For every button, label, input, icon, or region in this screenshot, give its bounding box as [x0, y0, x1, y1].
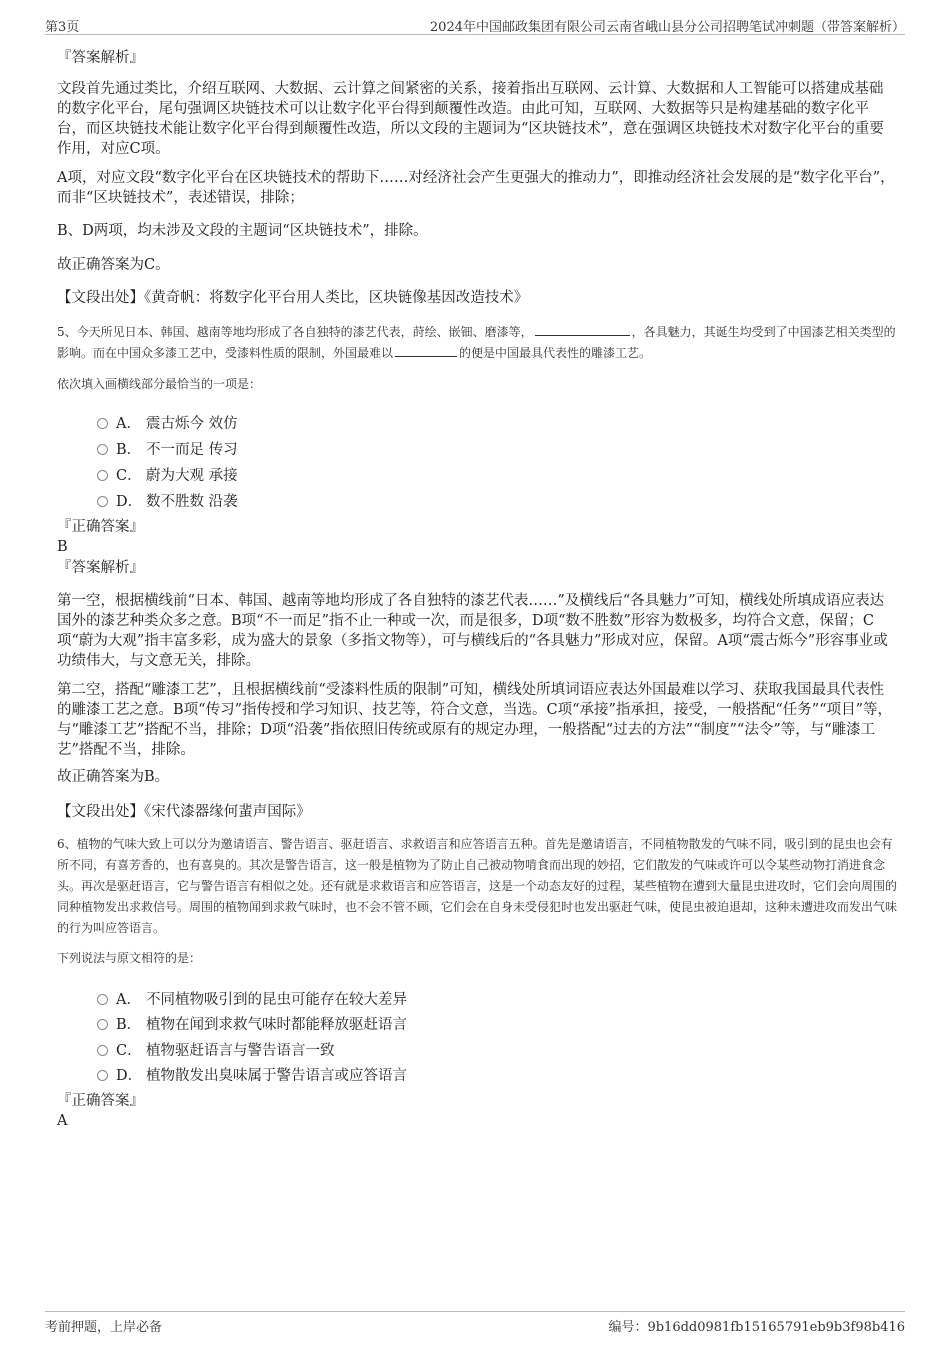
q6-option-b[interactable]: B． 植物在闻到求救气味时都能释放驱赶语言 [97, 1013, 407, 1034]
document-id: 编号：9b16dd0981fb15165791eb9b3f98b416 [608, 1320, 905, 1335]
q4-analysis-paragraph-1: 文段首先通过类比，介绍互联网、大数据、云计算之间紧密的关系，接着指出互联网、云计算、大数据和人工智能可以搭建成基础的数字化平台，尾句强调区块链技术可以让数字化平台得到颠覆性改造。由此可知，互联网、大数据等只是构建基础的数字化平台，而区块链技术能让数字化平台得到颠覆性改造，所以文段的主题词为“区块链技术”，意在强调区块链技术对数字化平台的重要作用，对应C项。 [57, 81, 884, 157]
footer-slogan: 考前押题，上岸必备 [45, 1320, 163, 1335]
radio-icon[interactable] [97, 444, 108, 455]
q4-source: 【文段出处】《黄奇帆：将数字化平台用人类比，区块链像基因改造技术》 [57, 290, 529, 306]
q4-conclusion: 故正确答案为C。 [57, 257, 170, 273]
page-number: 第3页 [45, 20, 80, 35]
radio-icon[interactable] [97, 994, 108, 1005]
radio-icon[interactable] [97, 418, 108, 429]
q5-answer: B [57, 539, 68, 555]
radio-icon[interactable] [97, 1070, 108, 1081]
q5-analysis-label: 『答案解析』 [57, 560, 144, 576]
q6-stem: 6、植物的气味大致上可以分为邀请语言、警告语言、驱赶语言、求救语言和应答语言五种。首先是邀请语言，不同植物散发的气味不同，吸引到的昆虫也会有所不同，有喜芳香的，也有喜臭的。其次是警告语言，这一般是植物为了防止自己被动物啃食而出现的妙招，它们散发的气味或许可以令某些动物打消进食念头。再次是驱赶语言，它与警告语言有相似之处。还有就是求救语言和应答语言，这是一个动态友好的过程，某些植物在遭到大量昆虫进攻时，它们会向周围的同种植物发出求救信号。周围的植物闻到求救气味时，也不会不管不顾，它们会在自身未受侵犯时也发出驱赶气味，使昆虫被迫退却，这种未遭进攻而发出气味的行为叫应答语言。 [57, 837, 898, 935]
q5-analysis-paragraph-2: 第二空，搭配“雕漆工艺”，且根据横线前“受漆料性质的限制”可知，横线处所填词语应表达外国最难以学习、获取我国最具代表性的雕漆工艺之意。B项“传习”指传授和学习知识、技艺等，符合文意，当选。C项“承接”指承担，接受，一般搭配“任务”“项目”等，与“雕漆工艺”搭配不当，排除；D项“沿袭”指依照旧传统或原有的规定办理，一般搭配“过去的方法”“制度”“法令”等，与“雕漆工艺”搭配不当，排除。 [57, 682, 893, 758]
q5-blank-2 [395, 344, 457, 357]
q5-stem-part-3: 的便是中国最具代表性的雕漆工艺。 [459, 346, 652, 360]
q5-option-a[interactable]: A． 震古烁今 效仿 [97, 412, 238, 433]
q4-analysis-paragraph-3: B、D两项，均未涉及文段的主题词“区块链技术”，排除。 [57, 223, 428, 239]
radio-icon[interactable] [97, 1019, 108, 1030]
q6-prompt: 下列说法与原文相符的是： [57, 951, 202, 965]
q5-stem-part-2: ，各具魅力，其诞生均受到了中国漆艺相关类型的影响。而在中国众多漆工艺中，受漆料性质的限制，外国最难以 [57, 325, 896, 360]
radio-icon[interactable] [97, 470, 108, 481]
q5-option-d[interactable]: D． 数不胜数 沿袭 [97, 490, 238, 511]
q5-stem-part-1: 5、今天所见日本、韩国、越南等地均形成了各自独特的漆艺代表，莳绘、嵌钿、磨漆等， [57, 325, 533, 339]
q5-analysis-paragraph-1: 第一空，根据横线前“日本、韩国、越南等地均形成了各自独特的漆艺代表……”及横线后“各具魅力”可知，横线处所填成语应表达国外的漆艺种类众多之意。B项“不一而足”指不止一种或一次，而是很多，D项“数不胜数”形容为数极多，均符合文意，保留；C项“蔚为大观”指丰富多彩，成为盛大的景象（多指文物等），可与横线后的“各具魅力”形成对应，保留。A项“震古烁今”形容事业或功绩伟大，与文意无关，排除。 [57, 593, 888, 669]
radio-icon[interactable] [97, 496, 108, 507]
q5-option-b[interactable]: B． 不一而足 传习 [97, 438, 238, 459]
q4-analysis-label: 『答案解析』 [57, 50, 144, 66]
q5-answer-label: 『正确答案』 [57, 519, 144, 535]
q4-analysis-paragraph-2: A项，对应文段“数字化平台在区块链技术的帮助下……对经济社会产生更强大的推动力”，即推动经济社会发展的是“数字化平台”，而非“区块链技术”，表述错误，排除； [57, 170, 895, 206]
q6-answer-label: 『正确答案』 [57, 1093, 144, 1109]
q5-prompt: 依次填入画横线部分最恰当的一项是： [57, 377, 262, 391]
q5-conclusion: 故正确答案为B。 [57, 769, 170, 785]
q5-stem [57, 322, 897, 364]
q5-option-c[interactable]: C． 蔚为大观 承接 [97, 464, 238, 485]
q6-option-a[interactable]: A． 不同植物吸引到的昆虫可能存在较大差异 [97, 988, 407, 1009]
q5-source: 【文段出处】《宋代漆器缘何蜚声国际》 [57, 804, 311, 820]
q5-blank-1 [535, 323, 630, 336]
page-footer [45, 1311, 905, 1334]
document-title: 2024年中国邮政集团有限公司云南省峨山县分公司招聘笔试冲刺题（带答案解析） [429, 20, 905, 35]
q6-option-d[interactable]: D． 植物散发出臭味属于警告语言或应答语言 [97, 1064, 407, 1085]
q6-option-c[interactable]: C． 植物驱赶语言与警告语言一致 [97, 1039, 335, 1060]
radio-icon[interactable] [97, 1045, 108, 1056]
page-header [45, 14, 905, 35]
q6-answer: A [57, 1113, 68, 1129]
